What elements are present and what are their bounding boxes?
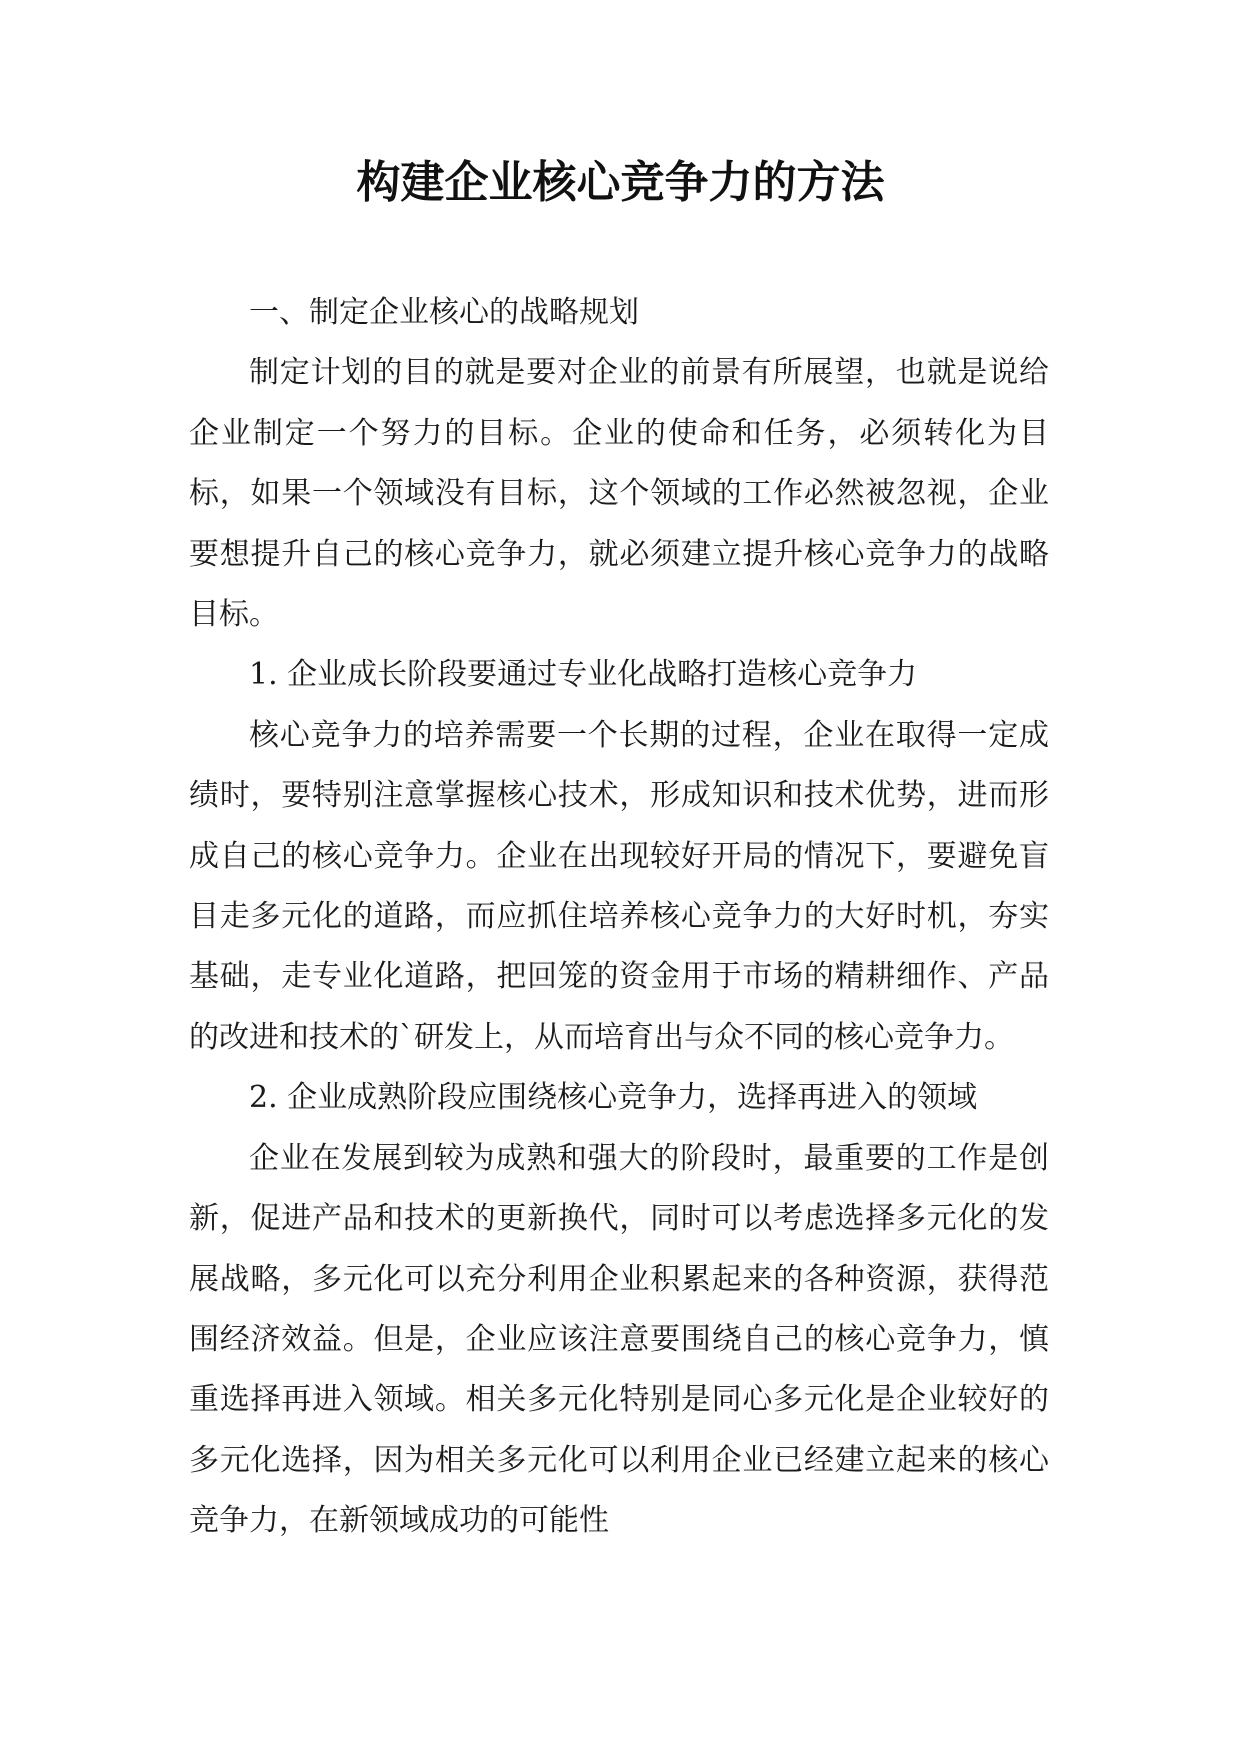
subsection-heading: 1. 企业成长阶段要通过专业化战略打造核心竞争力	[249, 657, 918, 693]
body-paragraph: 企业在发展到较为成熟和强大的阶段时，最重要的工作是创新，促进产品和技术的更新换代，同时可以考虑选择多元化的发展战略，多元化可以充分利用企业积累起来的各种资源，获得范围经济效益。但是，企业应该注意要围绕自己的核心竞争力，慎重选择再进入领域。相关多元化特别是同心多元化是企业较好的多元化选择，因为相关多元化可以利用企业已经建立起来的核心竞争力，在新领域成功的可能性	[189, 1140, 1049, 1539]
document-body	[189, 283, 1049, 1552]
body-paragraph: 制定计划的目的就是要对企业的前景有所展望，也就是说给企业制定一个努力的目标。企业的使命和任务，必须转化为目标，如果一个领域没有目标，这个领域的工作必然被忽视，企业要想提升自己的核心竞争力，就必须建立提升核心竞争力的战略目标。	[189, 355, 1049, 633]
body-paragraph: 核心竞争力的培养需要一个长期的过程，企业在取得一定成绩时，要特别注意掌握核心技术，形成知识和技术优势，进而形成自己的核心竞争力。企业在出现较好开局的情况下，要避免盲目走多元化的道路，而应抓住培养核心竞争力的大好时机，夯实基础，走专业化道路，把回笼的资金用于市场的精耕细作、产品的改进和技术的`研发上，从而培育出与众不同的核心竞争力。	[189, 717, 1049, 1055]
section-heading: 一、制定企业核心的战略规划	[249, 295, 639, 330]
document-title: 构建企业核心竞争力的方法	[356, 157, 885, 208]
subsection-heading: 2. 企业成熟阶段应围绕核心竞争力，选择再进入的领域	[249, 1080, 978, 1116]
